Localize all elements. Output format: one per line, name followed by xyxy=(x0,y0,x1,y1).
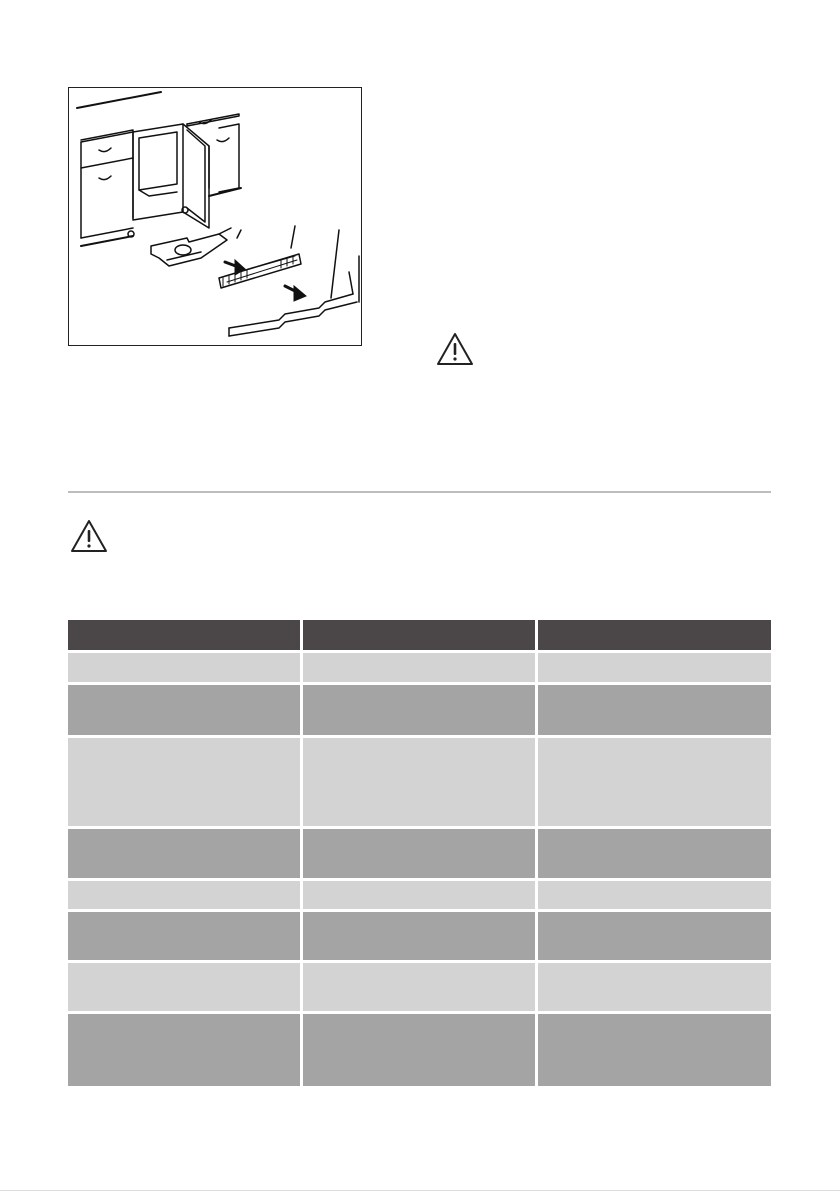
table-row xyxy=(68,912,771,960)
table-cell xyxy=(68,1014,300,1086)
table-header-row xyxy=(68,620,771,650)
warning-icon xyxy=(69,518,109,554)
table-row xyxy=(68,1014,771,1086)
table-cell xyxy=(68,912,300,960)
table-cell xyxy=(68,963,300,1011)
fridge-vent-removal-illustration xyxy=(69,88,361,345)
table-row xyxy=(68,881,771,909)
table-cell xyxy=(68,881,300,909)
table-header-cell xyxy=(303,620,535,650)
table-cell xyxy=(303,1014,535,1086)
table-header-cell xyxy=(538,620,771,650)
table-row xyxy=(68,829,771,878)
table-cell xyxy=(538,829,771,878)
table-cell xyxy=(538,653,771,682)
table-cell xyxy=(303,881,535,909)
table-cell xyxy=(303,685,535,735)
table-row xyxy=(68,653,771,682)
table-cell xyxy=(303,738,535,826)
table-cell xyxy=(303,963,535,1011)
troubleshooting-table xyxy=(68,620,771,1086)
table-row xyxy=(68,963,771,1011)
table-cell xyxy=(538,1014,771,1086)
section-divider xyxy=(68,491,771,493)
table-cell xyxy=(68,685,300,735)
warning-triangle-icon xyxy=(69,518,109,554)
table-cell xyxy=(538,912,771,960)
table-cell xyxy=(538,685,771,735)
table-cell xyxy=(68,653,300,682)
table-cell xyxy=(68,738,300,826)
table-cell xyxy=(303,912,535,960)
table-cell xyxy=(303,829,535,878)
warning-icon xyxy=(435,331,475,367)
table-cell xyxy=(538,881,771,909)
table-header-cell xyxy=(68,620,300,650)
table-cell xyxy=(538,738,771,826)
table-cell xyxy=(303,653,535,682)
table-row xyxy=(68,685,771,735)
warning-triangle-icon xyxy=(435,331,475,367)
installation-figure xyxy=(68,87,362,346)
page-edge-line xyxy=(0,1190,840,1191)
table-cell xyxy=(68,829,300,878)
table-row xyxy=(68,738,771,826)
table-cell xyxy=(538,963,771,1011)
